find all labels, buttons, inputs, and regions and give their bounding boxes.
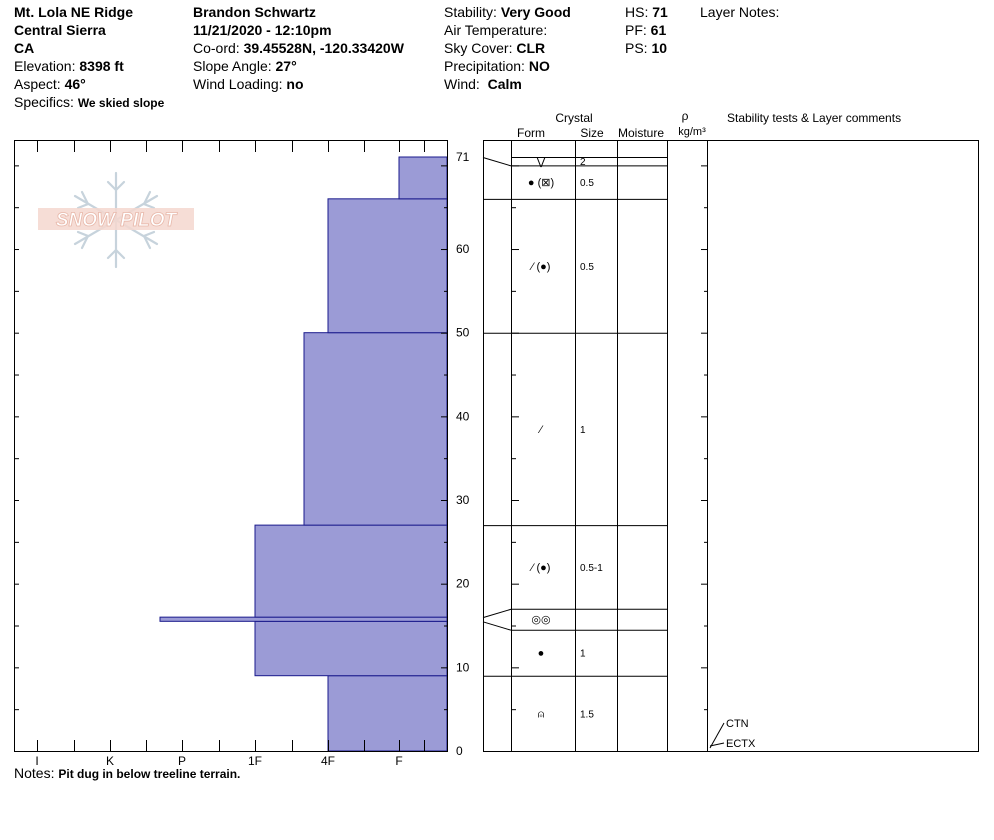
wind-loading-label: Wind Loading:: [193, 76, 283, 92]
wind-loading-value: no: [286, 76, 304, 92]
header-crystal: Crystal: [555, 111, 593, 125]
x-tick-label-F: F: [395, 754, 403, 768]
hardness-bar-3: [255, 525, 447, 617]
x-tick-label-P: P: [177, 754, 187, 768]
specifics-label: Specifics:: [14, 94, 74, 110]
y-tick-label-0: 0: [456, 744, 463, 758]
crystal-form-6: ●: [537, 647, 545, 660]
coord-value: 39.45528N, -120.33420W: [243, 40, 404, 56]
x-tick-label-K: K: [105, 754, 115, 768]
ps-label: PS:: [625, 40, 648, 56]
crystal-size-2: 0.5: [580, 261, 594, 273]
watermark-text: SNOW PILOT: [55, 210, 177, 231]
elevation-label: Elevation:: [14, 58, 76, 74]
header-comments: Stability tests & Layer comments: [727, 111, 902, 125]
elevation-value: 8398 ft: [79, 58, 124, 74]
location-name: Mt. Lola NE Ridge: [14, 4, 133, 20]
hardness-bar-5: [328, 199, 447, 333]
y-tick-label-50: 50: [456, 325, 470, 340]
coord-label: Co-ord:: [193, 40, 240, 56]
crystal-form-1: ● (⊠): [527, 177, 555, 190]
stability-value: Very Good: [500, 4, 571, 20]
sky-value: CLR: [516, 40, 546, 56]
y-tick-label-40: 40: [456, 409, 470, 424]
crystal-size-7: 1.5: [580, 709, 594, 721]
observer-name: Brandon Schwartz: [193, 4, 316, 20]
pf-label: PF:: [625, 22, 647, 38]
y-tick-label-20: 20: [456, 576, 470, 591]
crystal-size-4: 0.5-1: [580, 562, 603, 574]
hardness-bar-0: [328, 676, 447, 751]
header-moisture: Moisture: [617, 126, 665, 140]
crystal-size-6: 1: [580, 648, 586, 660]
aspect-value: 46°: [64, 76, 86, 92]
x-tick-label-1F: 1F: [247, 754, 263, 768]
hardness-bar-2: [160, 617, 447, 621]
precip-label: Precipitation:: [444, 58, 525, 74]
crystal-size-0: 2: [580, 157, 586, 169]
hs-value: 71: [652, 4, 668, 20]
slope-value: 27°: [275, 58, 297, 74]
crystal-headers: [517, 109, 901, 140]
crystal-form-4: ⁄ (●): [531, 561, 551, 574]
table-ticks: [511, 166, 707, 752]
hardness-bar-6: [399, 157, 447, 199]
crystal-size-1: 0.5: [580, 178, 594, 190]
specifics-value: We skied slope: [77, 96, 165, 110]
hardness-bar-4: [304, 333, 447, 525]
header-rho: ρ: [681, 109, 689, 123]
stability-label: Stability:: [444, 4, 497, 20]
mountain-range: Central Sierra: [14, 22, 106, 38]
air-temp-label: Air Temperature:: [444, 22, 548, 38]
observation-datetime: 11/21/2020 - 12:10pm: [193, 22, 332, 38]
ps-value: 10: [651, 40, 668, 56]
test-label-ectx: ECTX: [726, 738, 756, 750]
y-tick-label-10: 10: [456, 660, 470, 675]
crystal-form-7: ⍝: [537, 708, 545, 721]
crystal-form-2: ⁄ (●): [531, 260, 551, 273]
layer-connector-7: [483, 158, 511, 166]
slope-label: Slope Angle:: [193, 58, 272, 74]
notes-value: Pit dug in below treeline terrain.: [58, 767, 241, 781]
crystal-form-0: ⋁: [536, 156, 546, 169]
state: CA: [14, 40, 35, 56]
precip-value: NO: [528, 58, 550, 74]
sky-label: Sky Cover:: [444, 40, 513, 56]
hs-label: HS:: [625, 4, 649, 20]
crystal-form-5: ◎◎: [531, 614, 551, 627]
crystal-table-frame: [484, 141, 979, 752]
notes: [14, 765, 240, 781]
layer-notes-label: Layer Notes:: [700, 4, 780, 20]
header-density-unit: kg/m³: [678, 126, 706, 138]
y-tick-label-30: 30: [456, 493, 470, 508]
test-label-ctn: CTN: [726, 718, 749, 730]
x-tick-label-4F: 4F: [320, 754, 336, 768]
stability-tests: [710, 718, 756, 750]
notes-label: Notes:: [14, 765, 55, 781]
x-tick-label-I: I: [35, 754, 39, 768]
crystal-size-3: 1: [580, 424, 586, 436]
layer-connector-2: [483, 622, 511, 630]
y-tick-label-71: 71: [456, 150, 470, 164]
layer-connector-3: [483, 609, 511, 617]
wind-label: Wind:: [444, 76, 480, 92]
hardness-bars: [160, 157, 447, 751]
crystal-form-3: ⁄: [540, 423, 542, 436]
pf-value: 61: [650, 22, 667, 38]
hardness-bar-1: [255, 621, 447, 675]
header-size: Size: [580, 126, 604, 140]
wind-value: Calm: [487, 76, 522, 92]
y-tick-label-60: 60: [456, 242, 470, 257]
y-tick-labels: [456, 150, 470, 758]
header-form: Form: [517, 126, 545, 140]
aspect-label: Aspect:: [14, 76, 61, 92]
